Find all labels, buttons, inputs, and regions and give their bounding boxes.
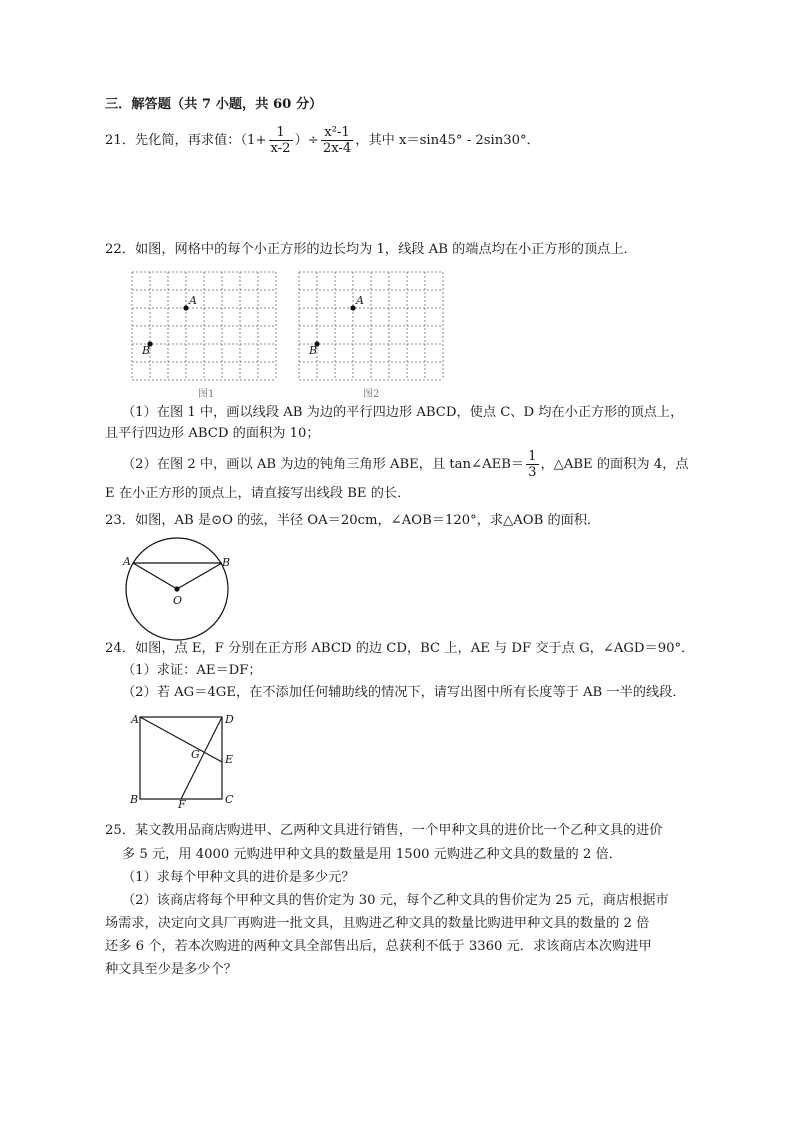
question-21: [105, 124, 540, 158]
q24-label-c: C: [225, 793, 234, 806]
q21-frac2-num: x²-1: [321, 125, 353, 141]
q24-label-d: D: [225, 713, 234, 726]
q24-label-g: G: [191, 748, 200, 761]
q23-label-o: O: [173, 594, 183, 607]
q25-part2-line4: 种文具至少是多少个？: [105, 962, 237, 977]
q23-stem: 23．如图，AB 是⊙O 的弦，半径 OA＝20cm，∠AOB＝120°，求△AOB 的面积．: [105, 513, 601, 528]
fig2-label-a: A: [356, 294, 364, 307]
q23-center-point: [174, 586, 179, 591]
fig1-label-b: B: [142, 344, 151, 357]
q21-fraction-2: [321, 125, 353, 156]
fig2-label-b: B: [309, 344, 318, 357]
q22-part2-fraction: [526, 449, 538, 480]
q24-part1: （1）求证：AE＝DF；: [122, 663, 262, 678]
q23-label-b: B: [222, 556, 231, 569]
q24-square: [140, 717, 222, 799]
q24-label-f: F: [178, 798, 186, 811]
q22-part2-line2: E 在小正方形的顶点上，请直接写出线段 BE 的长．: [105, 486, 411, 501]
fig1-caption: 图1: [198, 389, 215, 400]
q25-part2-line2: 场需求，决定向文具厂再购进一批文具，且购进乙种文具的数量比购进甲种文具的数量的 2 倍: [105, 916, 650, 931]
q24-square-figure: [126, 712, 246, 810]
q21-fraction-1: [269, 125, 293, 156]
q25-line2: 多 5 元，用 4000 元购进甲种文具的数量是用 1500 元购进乙种文具的数量的 2 倍．: [122, 847, 622, 862]
q22-figure-1: [132, 272, 282, 404]
fig1-point-a: [183, 305, 188, 310]
q22-part2-lead: （2）在图 2 中，画以 AB 为边的钝角三角形 ABE，且 tan∠AEB＝: [122, 457, 525, 472]
q24-segment-ae: [140, 717, 222, 762]
q22-part1-line2: 且平行四边形 ABCD 的面积为 10；: [105, 426, 320, 441]
q23-circle-figure: [118, 538, 238, 642]
fig2-caption: 图2: [363, 389, 380, 400]
fig2-point-a: [350, 305, 355, 310]
q22-figure-2: [299, 272, 449, 404]
q25-line1: 25．某文教用品商店购进甲、乙两种文具进行销售，一个甲种文具的进价比一个乙种文具的进价: [105, 823, 663, 838]
q24-label-b: B: [130, 793, 139, 806]
q24-label-e: E: [225, 753, 234, 766]
q22-part2-frac-den: 3: [528, 465, 537, 480]
q24-part2: （2）若 AG＝4GE，在不添加任何辅助线的情况下，请写出图中所有长度等于 AB 一半的线段．: [122, 685, 686, 700]
q23-label-a: A: [123, 555, 131, 568]
q21-mid: ）÷: [294, 133, 319, 148]
q25-part2-line3: 还多 6 个，若本次购进的两种文具全部售出后，总获利不低于 3360 元．求该商店本次购进甲: [105, 939, 652, 954]
q25-part1: （1）求每个甲种文具的进价是多少元？: [122, 870, 355, 885]
q23-radius-oa: [133, 563, 177, 589]
q21-frac1-num: 1: [269, 125, 293, 141]
q22-part2-frac-num: 1: [528, 449, 537, 464]
q22-part1-line1: （1）在图 1 中，画以线段 AB 为边的平行四边形 ABCD，使点 C、D 均在小正方形的顶点上，: [122, 405, 684, 420]
q23-radius-ob: [177, 563, 222, 589]
q21-frac2-den: 2x-4: [322, 141, 352, 156]
q25-part2-line1: （2）该商店将每个甲种文具的售价定为 30 元，每个乙种文具的售价定为 25 元，商店根据市: [122, 893, 669, 908]
q24-label-a: A: [131, 713, 139, 726]
q24-stem: 24．如图，点 E，F 分别在正方形 ABCD 的边 CD，BC 上，AE 与 DF 交于点 G，∠AGD＝90°．: [105, 641, 695, 656]
q22-stem: 22．如图，网格中的每个小正方形的边长均为 1，线段 AB 的端点均在小正方形的顶点上．: [105, 242, 637, 257]
q22-part2-line1: [122, 448, 689, 482]
q21-lead: 21．先化简，再求值：（1+: [105, 133, 267, 148]
section-heading: 三．解答题（共 7 小题，共 60 分）: [105, 97, 323, 112]
q21-tail: ，其中 x＝sin45° - 2sin30°．: [355, 133, 540, 148]
q22-part2-tail: ，△ABE 的面积为 4，点: [540, 457, 689, 472]
q21-frac1-den: x-2: [270, 141, 291, 156]
fig1-label-a: A: [189, 294, 197, 307]
